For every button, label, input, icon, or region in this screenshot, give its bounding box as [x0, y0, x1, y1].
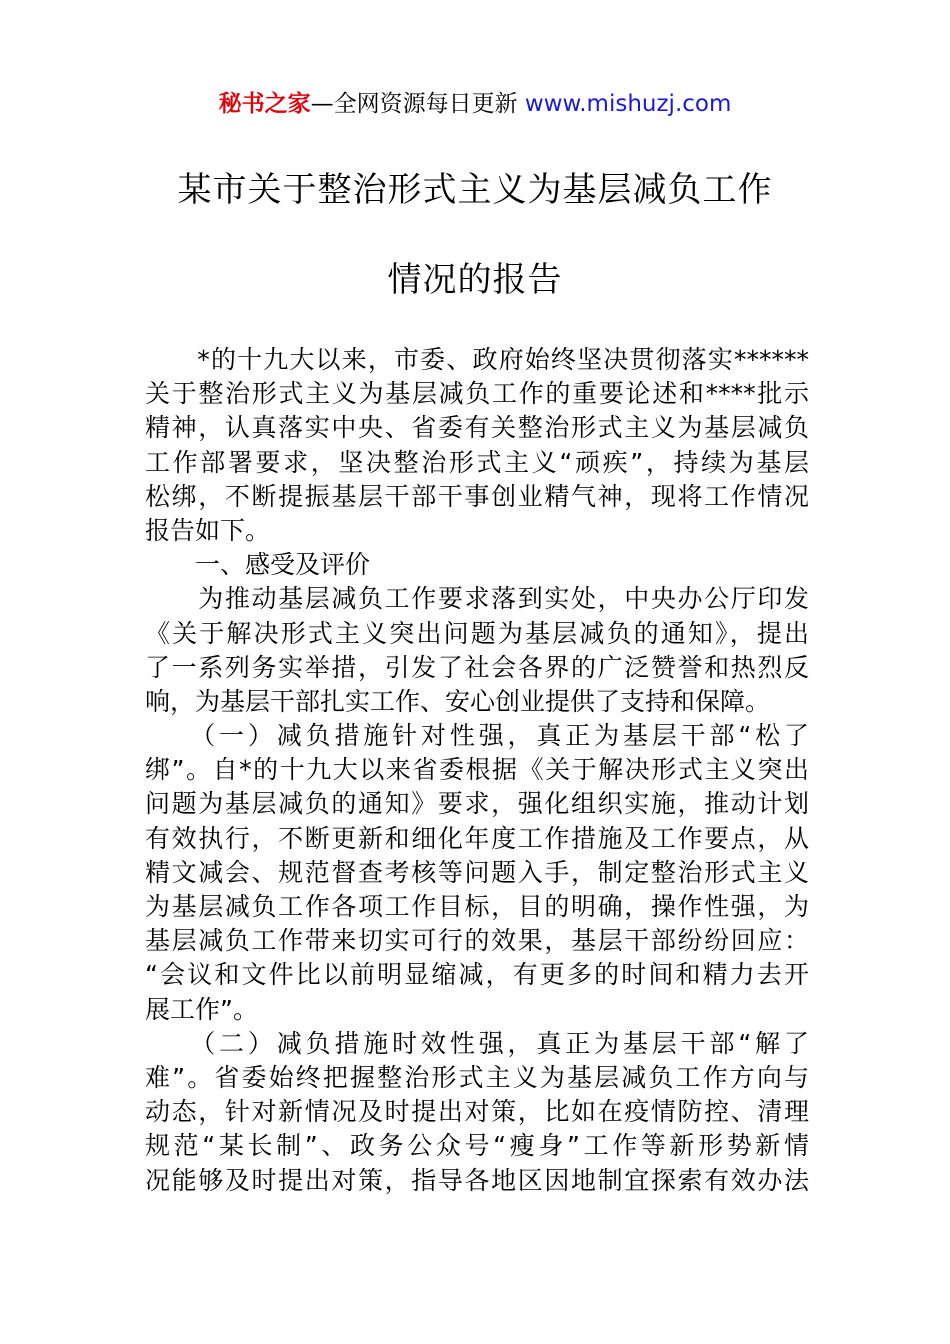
body-line: 精神，认真落实中央、省委有关整治形式主义为基层减负 [145, 413, 809, 443]
body-line: 松绑，不断提振基层干部干事创业精气神，现将工作情况 [145, 481, 809, 511]
body-line: 工作部署要求，坚决整治形式主义“顽疾”，持续为基层 [145, 447, 809, 477]
body-line: 况能够及时提出对策，指导各地区因地制宜探索有效办法 [145, 1165, 809, 1195]
body-line: 精文减会、规范督查考核等问题入手，制定整治形式主义 [145, 857, 809, 887]
site-tagline: —全网资源每日更新 [310, 91, 525, 117]
body-line: 《关于解决形式主义突出问题为基层减负的通知》，提出 [145, 618, 809, 648]
body-line: 绑”。自*的十九大以来省委根据《关于解决形式主义突出 [145, 755, 809, 785]
body-line: 有效执行，不断更新和细化年度工作措施及工作要点，从 [145, 823, 809, 853]
body-line: 规范“某长制”、政务公众号“瘦身”工作等新形势新情 [145, 1131, 809, 1161]
body-line: “会议和文件比以前明显缩减，有更多的时间和精力去开 [145, 960, 809, 990]
document-body [145, 343, 809, 1198]
body-line: 基层减负工作带来切实可行的效果，基层干部纷纷回应： [145, 926, 809, 956]
site-url-link[interactable]: www.mishuzj.com [524, 91, 732, 117]
body-line: 为基层减负工作各项工作目标，目的明确，操作性强，为 [145, 892, 809, 921]
body-line: 动态，针对新情况及时提出对策，比如在疫情防控、清理 [145, 1097, 809, 1127]
body-line: 展工作”。 [145, 994, 258, 1024]
body-line: 了一系列务实举措，引发了社会各界的广泛赞誉和热烈反 [145, 652, 809, 682]
section-heading: 一、感受及评价 [145, 550, 371, 580]
body-line: 难”。省委始终把握整治形式主义为基层减负工作方向与 [145, 1062, 809, 1092]
body-line: 响，为基层干部扎实工作、安心创业提供了支持和保障。 [145, 686, 771, 716]
body-line: 报告如下。 [145, 515, 271, 545]
body-line: *的十九大以来，市委、政府始终坚决贯彻落实****** [145, 345, 809, 374]
body-line: 为推动基层减负工作要求落到实处，中央办公厅印发 [145, 584, 809, 614]
body-line: （二）减负措施时效性强，真正为基层干部“解了 [145, 1028, 809, 1058]
site-header [0, 88, 950, 120]
body-line: 问题为基层减负的通知》要求，强化组织实施，推动计划 [145, 789, 809, 819]
site-brand: 秘书之家 [218, 91, 311, 117]
document-title-line-1: 某市关于整治形式主义为基层减负工作 [177, 170, 773, 210]
document-title-line-2: 情况的报告 [387, 260, 563, 300]
body-line: 关于整治形式主义为基层减负工作的重要论述和****批示 [145, 379, 809, 409]
body-line: （一）减负措施针对性强，真正为基层干部“松了 [145, 721, 809, 751]
